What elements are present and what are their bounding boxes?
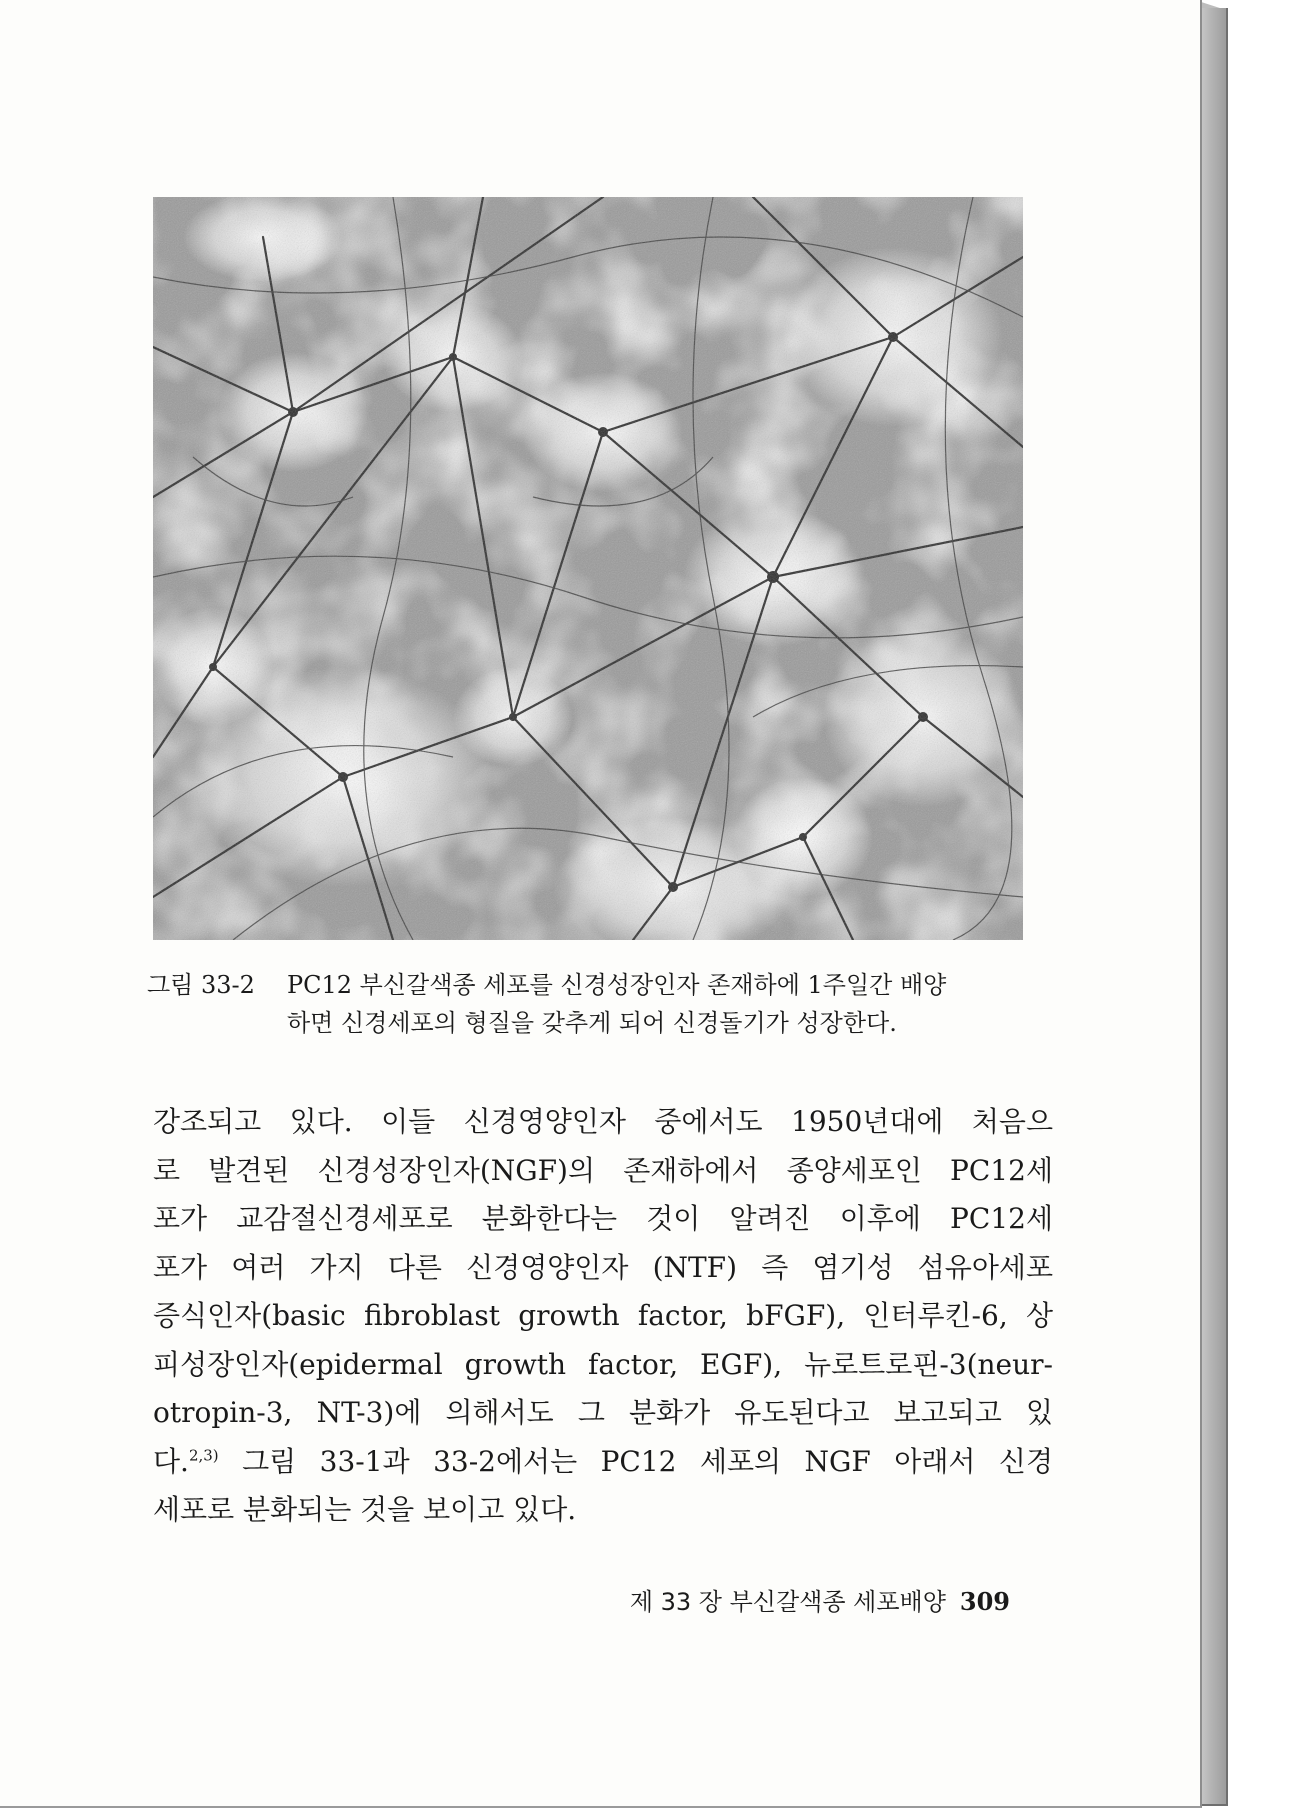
body-line-8-start: 다. — [153, 1444, 189, 1478]
caption-text-1: PC12 부신갈색종 세포를 신경성장인자 존재하에 1주일간 배양 — [287, 971, 947, 999]
page-stack-edge — [1200, 8, 1228, 1806]
chapter-title: 제 33 장 부신갈색종 세포배양 — [629, 1588, 946, 1616]
body-line-8-rest: 그림 33-1과 33-2에서는 PC12 세포의 NGF 아래서 신경 — [218, 1444, 1053, 1478]
caption-line-1 — [147, 966, 1047, 1004]
body-line-7: otropin-3, NT-3)에 의해서도 그 분화가 유도된다고 보고되고 있 — [153, 1396, 1053, 1429]
running-footer — [600, 1582, 1010, 1617]
figure-label: 그림 33-2 — [147, 971, 255, 999]
body-line-2: 로 발견된 신경성장인자(NGF)의 존재하에서 종양세포인 PC12세 — [153, 1153, 1053, 1187]
page-number: 309 — [959, 1587, 1010, 1616]
body-line-9: 세포로 분화되는 것을 보이고 있다. — [153, 1493, 577, 1526]
body-line-6: 피성장인자(epidermal growth factor, EGF), 뉴로트로핀-3(neur- — [153, 1347, 1053, 1381]
body-line-1: 강조되고 있다. 이들 신경영양인자 중에서도 1950년대에 처음으 — [153, 1105, 1053, 1138]
citation-reference: 2,3) — [188, 1446, 219, 1465]
body-paragraph — [153, 1098, 1053, 1535]
body-line-5: 증식인자(basic fibroblast growth factor, bFGF), 인터루킨-6, 상 — [153, 1299, 1053, 1332]
figure-caption — [147, 966, 1047, 1042]
micrograph-figure — [153, 197, 1023, 940]
body-line-4: 포가 여러 가지 다른 신경영양인자 (NTF) 즉 염기성 섬유아세포 — [153, 1250, 1053, 1284]
body-line-3: 포가 교감절신경세포로 분화한다는 것이 알려진 이후에 PC12세 — [153, 1202, 1053, 1235]
caption-line-2: 하면 신경세포의 형질을 갖추게 되어 신경돌기가 성장한다. — [287, 1009, 897, 1037]
body-line-8 — [153, 1438, 1053, 1487]
neuron-micrograph — [153, 197, 1023, 940]
